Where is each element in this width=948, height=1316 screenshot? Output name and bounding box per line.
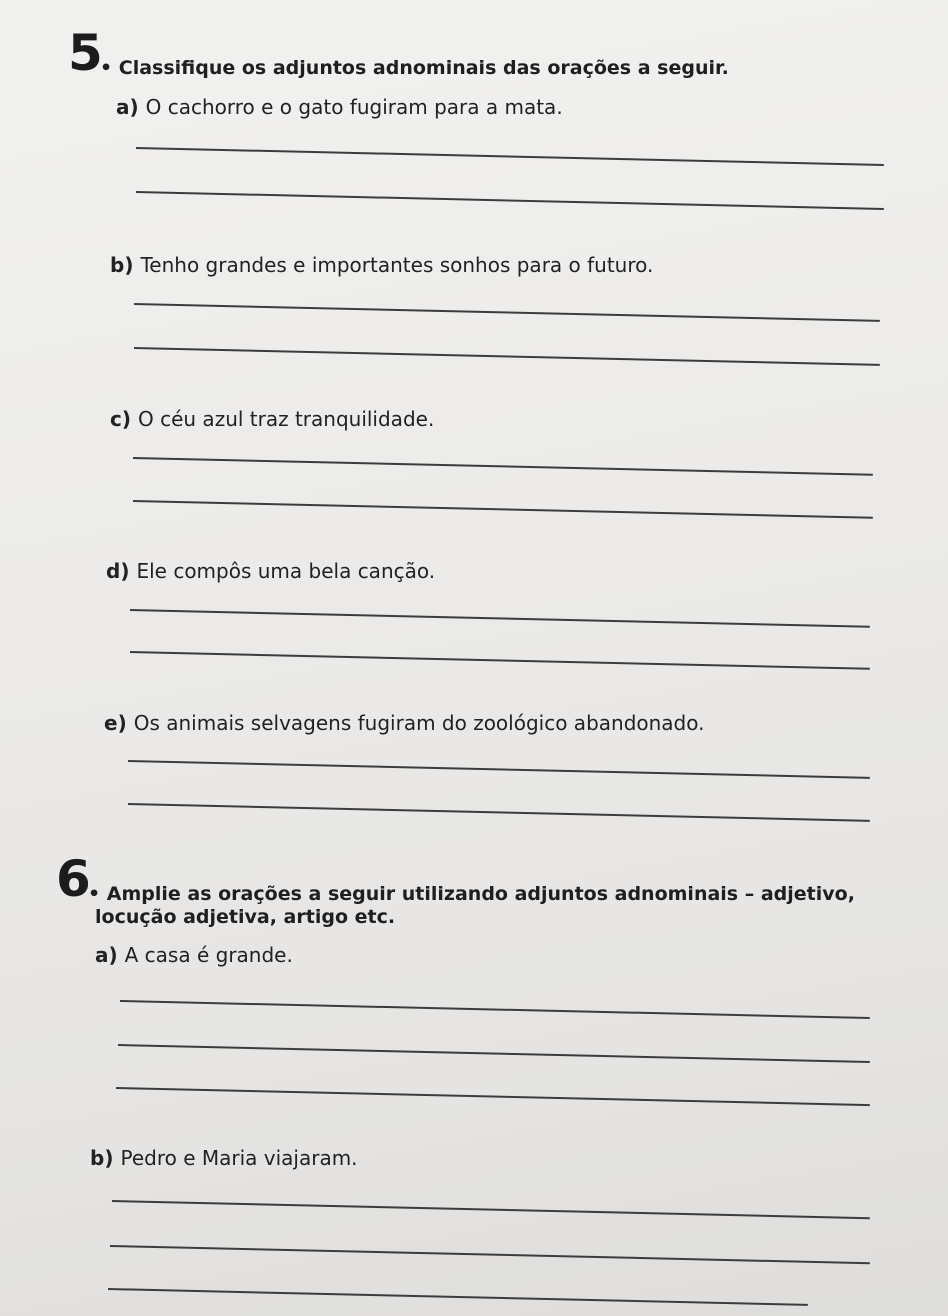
exercise-5-item-e: [104, 711, 705, 735]
item-text: Tenho grandes e importantes sonhos para o futuro.: [140, 253, 654, 277]
item-text: O céu azul traz tranquilidade.: [138, 407, 435, 431]
item-letter: b): [90, 1146, 114, 1170]
answer-line[interactable]: [128, 803, 870, 822]
exercise-6-item-b: [90, 1146, 358, 1170]
item-letter: d): [106, 559, 130, 583]
item-text: Os animais selvagens fugiram do zoológico abandonado.: [133, 711, 705, 735]
answer-line[interactable]: [133, 457, 873, 476]
exercise-5-number: 5: [68, 24, 103, 82]
exercise-6-item-a: [95, 943, 293, 967]
answer-line[interactable]: [120, 1000, 870, 1019]
item-text: A casa é grande.: [124, 943, 293, 967]
item-text: Pedro e Maria viajaram.: [120, 1146, 358, 1170]
exercise-5-item-d: [106, 559, 435, 583]
item-letter: a): [116, 95, 139, 119]
exercise-5-item-b: [110, 253, 653, 277]
answer-line[interactable]: [130, 609, 870, 628]
item-letter: b): [110, 253, 134, 277]
answer-line[interactable]: [112, 1200, 870, 1219]
answer-line[interactable]: [116, 1087, 870, 1106]
item-letter: c): [110, 407, 131, 431]
exercise-6-number: 6: [56, 850, 91, 908]
item-letter: a): [95, 943, 118, 967]
answer-line[interactable]: [128, 760, 870, 779]
answer-line[interactable]: [133, 500, 873, 519]
answer-line[interactable]: [118, 1044, 870, 1063]
exercise-5-instruction: • Classifique os adjuntos adnominais das orações a seguir.: [100, 57, 729, 79]
answer-line[interactable]: [134, 347, 880, 366]
item-text: Ele compôs uma bela canção.: [136, 559, 436, 583]
answer-line[interactable]: [110, 1245, 870, 1264]
item-text: O cachorro e o gato fugiram para a mata.: [145, 95, 563, 119]
answer-line[interactable]: [134, 303, 880, 322]
answer-line[interactable]: [136, 191, 884, 210]
answer-line[interactable]: [108, 1288, 808, 1306]
exercise-5-item-c: [110, 407, 434, 431]
exercise-6-instruction-line-2: locução adjetiva, artigo etc.: [95, 906, 396, 928]
exercise-5-item-a: [116, 95, 563, 119]
item-letter: e): [104, 711, 127, 735]
answer-line[interactable]: [130, 651, 870, 670]
exercise-6-instruction-line-1: • Amplie as orações a seguir utilizando adjuntos adnominais – adjetivo,: [88, 883, 855, 905]
answer-line[interactable]: [136, 147, 884, 166]
